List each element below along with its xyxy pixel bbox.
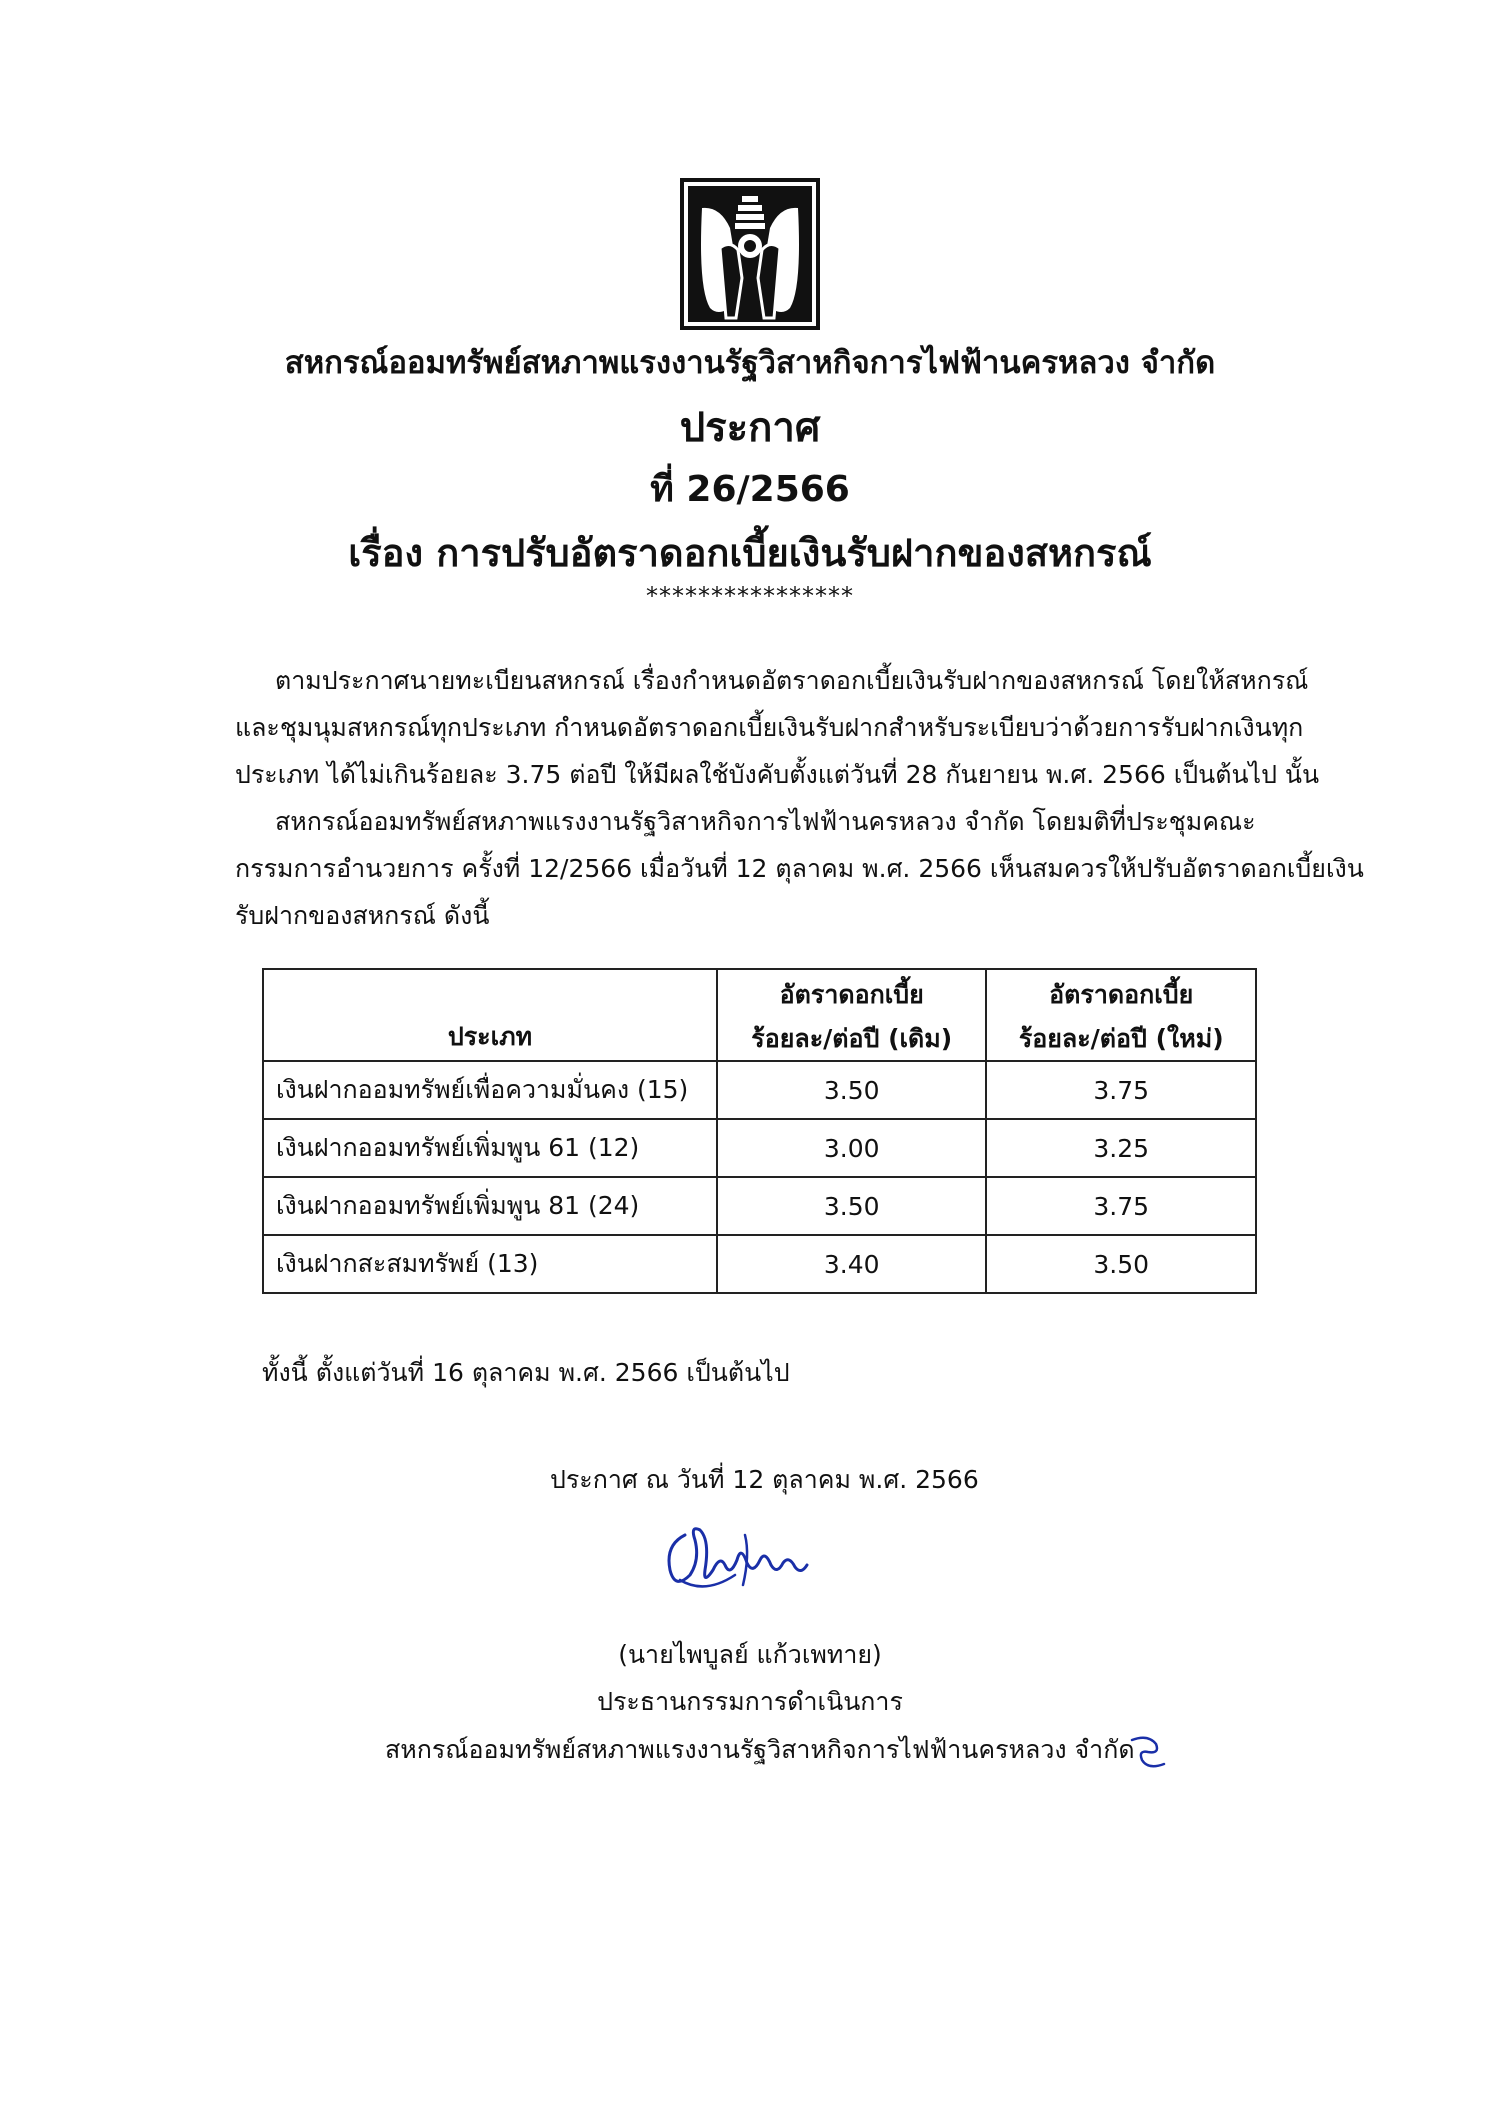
old-rate: 3.50 (717, 1177, 986, 1235)
new-rate: 3.50 (986, 1235, 1256, 1293)
paragraph-1 (235, 657, 1335, 798)
paragraph-2 (235, 798, 1364, 939)
old-rate: 3.00 (717, 1119, 986, 1177)
new-rate: 3.25 (986, 1119, 1256, 1177)
paragraph-2-line-3: รับฝากของสหกรณ์ ดังนี้ (235, 901, 490, 930)
deposit-type: เงินฝากสะสมทรัพย์ (13) (263, 1235, 717, 1293)
announcement-subject: เรื่อง การปรับอัตราดอกเบี้ยเงินรับฝากของสหกรณ์ (348, 531, 1152, 575)
separator: **************** (646, 582, 854, 610)
effective-date-note: ทั้งนี้ ตั้งแต่วันที่ 16 ตุลาคม พ.ศ. 2566 เป็นต้นไป (262, 1358, 790, 1387)
new-rate: 3.75 (986, 1177, 1256, 1235)
cooperative-logo-icon (680, 178, 820, 330)
deposit-type: เงินฝากออมทรัพย์เพื่อความมั่นคง (15) (263, 1061, 717, 1119)
deposit-type: เงินฝากออมทรัพย์เพิ่มพูน 81 (24) (263, 1177, 717, 1235)
announcement-number: ที่ 26/2566 (650, 469, 850, 510)
paragraph-1-line-3: ประเภท ได้ไม่เกินร้อยละ 3.75 ต่อปี ให้มีผลใช้บังคับตั้งแต่วันที่ 28 กันยายน พ.ศ. 2566 เป็นต้นไป นั้น (235, 760, 1320, 789)
table-row (263, 1235, 1256, 1293)
initial-mark-icon (1120, 1730, 1175, 1774)
new-rate: 3.75 (986, 1061, 1256, 1119)
old-rate: 3.50 (717, 1061, 986, 1119)
header-old-rate: อัตราดอกเบี้ย ร้อยละ/ต่อปี (เดิม) (717, 969, 986, 1061)
signature-icon (645, 1515, 820, 1603)
paragraph-1-line-2: และชุมนุมสหกรณ์ทุกประเภท กำหนดอัตราดอกเบี้ยเงินรับฝากสำหรับระเบียบว่าด้วยการรับฝากเงินทุก (235, 713, 1304, 742)
interest-rate-table (262, 968, 1257, 1294)
paragraph-1-line-1: ตามประกาศนายทะเบียนสหกรณ์ เรื่องกำหนดอัตราดอกเบี้ยเงินรับฝากของสหกรณ์ โดยให้สหกรณ์ (275, 666, 1309, 695)
header-new-rate: อัตราดอกเบี้ย ร้อยละ/ต่อปี (ใหม่) (986, 969, 1256, 1061)
old-rate: 3.40 (717, 1235, 986, 1293)
table-row (263, 1119, 1256, 1177)
paragraph-2-line-2: กรรมการอำนวยการ ครั้งที่ 12/2566 เมื่อวันที่ 12 ตุลาคม พ.ศ. 2566 เห็นสมควรให้ปรับอัตราดอกเบี้ยเงิน (235, 854, 1364, 883)
announcement-date: ประกาศ ณ วันที่ 12 ตุลาคม พ.ศ. 2566 (550, 1465, 979, 1494)
table-header-row (263, 969, 1256, 1061)
signer-position: ประธานกรรมการดำเนินการ (597, 1687, 903, 1716)
announcement-title: ประกาศ (679, 405, 821, 451)
organization-title: สหกรณ์ออมทรัพย์สหภาพแรงงานรัฐวิสาหกิจการไฟฟ้านครหลวง จำกัด (284, 345, 1216, 381)
paragraph-2-line-1: สหกรณ์ออมทรัพย์สหภาพแรงงานรัฐวิสาหกิจการไฟฟ้านครหลวง จำกัด โดยมติที่ประชุมคณะ (275, 807, 1256, 836)
signer-organization: สหกรณ์ออมทรัพย์สหภาพแรงงานรัฐวิสาหกิจการไฟฟ้านครหลวง จำกัด (385, 1735, 1135, 1764)
signer-name: (นายไพบูลย์ แก้วเพทาย) (618, 1640, 882, 1669)
table-row (263, 1061, 1256, 1119)
header-type: ประเภท (263, 969, 717, 1061)
table-row (263, 1177, 1256, 1235)
deposit-type: เงินฝากออมทรัพย์เพิ่มพูน 61 (12) (263, 1119, 717, 1177)
